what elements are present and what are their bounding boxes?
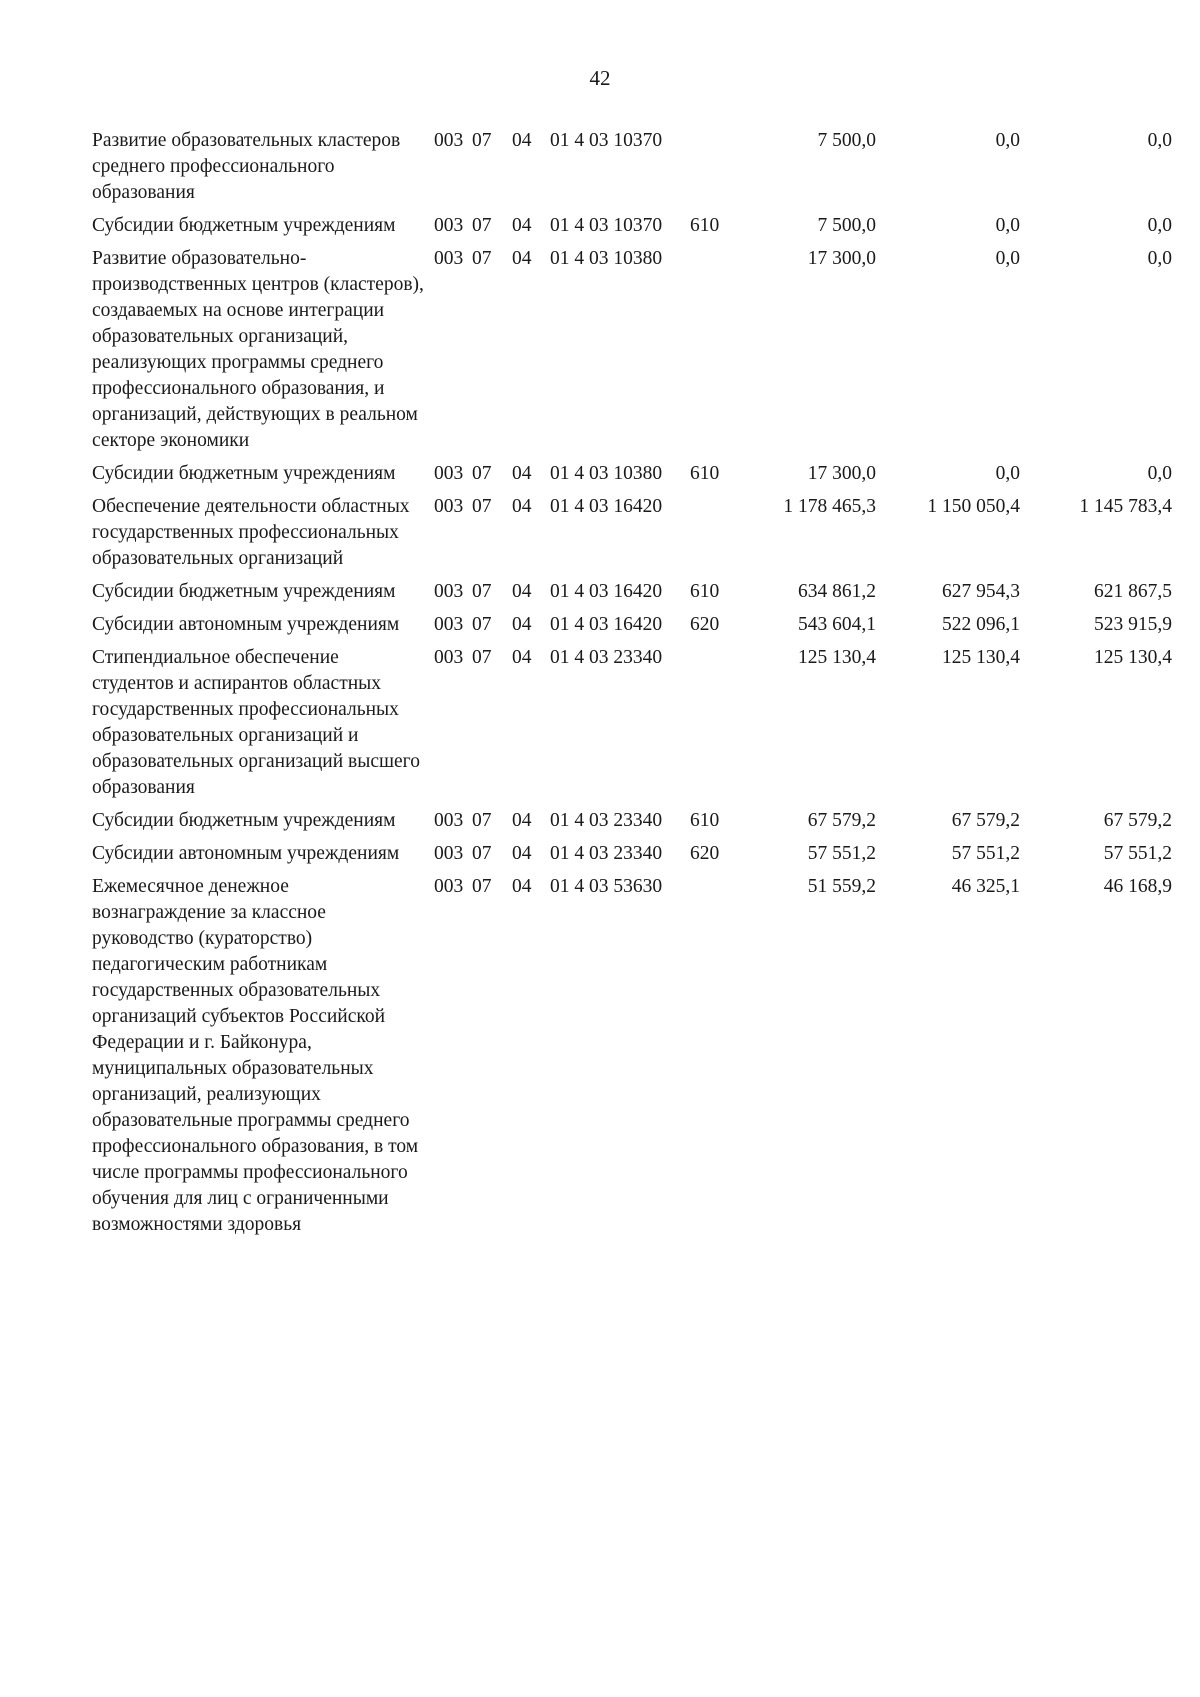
table-row (92, 841, 1172, 867)
department-code: 003 (434, 496, 464, 517)
amount-year-3: 523 915,9 (1094, 614, 1172, 635)
target-article-code: 01 4 03 23340 (550, 810, 663, 831)
amount-year-2: 0,0 (995, 215, 1020, 236)
amount-year-3: 1 145 783,4 (1079, 496, 1172, 517)
section-code: 07 (472, 215, 492, 236)
department-code: 003 (434, 810, 464, 831)
subsection-code: 04 (512, 130, 532, 151)
target-article-code: 01 4 03 10380 (550, 463, 663, 484)
expense-name: Развитие образовательных кластеров среднего профессионального образования (92, 130, 401, 203)
section-code: 07 (472, 876, 492, 897)
expense-type-code: 610 (690, 810, 720, 831)
amount-year-2: 57 551,2 (951, 843, 1020, 864)
amount-year-1: 543 604,1 (798, 614, 876, 635)
amount-year-3: 57 551,2 (1103, 843, 1172, 864)
amount-year-2: 125 130,4 (942, 647, 1020, 668)
expense-name: Субсидии автономным учреждениям (92, 614, 400, 635)
expense-name: Субсидии бюджетным учреждениям (92, 810, 396, 831)
target-article-code: 01 4 03 10370 (550, 130, 663, 151)
amount-year-3: 0,0 (1147, 248, 1172, 269)
amount-year-1: 1 178 465,3 (783, 496, 876, 517)
amount-year-2: 0,0 (995, 463, 1020, 484)
subsection-code: 04 (512, 463, 532, 484)
subsection-code: 04 (512, 614, 532, 635)
expense-name: Ежемесячное денежное вознаграждение за классное руководство (кураторство) педагогическим работникам государственных образовательных организаций субъектов Российской Федерации и г. Байконура, муниципальных образовательных организаций, реализующих образовательные программы среднего профессионального образования, в том числе программы профессионального обучения для лиц с ограниченными возможностями здоровья (92, 876, 419, 1235)
department-code: 003 (434, 647, 464, 668)
expense-name: Стипендиальное обеспечение студентов и аспирантов областных государственных профессиональных образовательных организаций и образовательных организаций высшего образования (92, 647, 420, 798)
department-code: 003 (434, 248, 464, 269)
section-code: 07 (472, 843, 492, 864)
target-article-code: 01 4 03 16420 (550, 496, 663, 517)
table-row (92, 645, 1172, 801)
table-row (92, 612, 1172, 638)
expense-name: Субсидии бюджетным учреждениям (92, 463, 396, 484)
page-number: 42 (589, 66, 611, 90)
target-article-code: 01 4 03 23340 (550, 647, 663, 668)
amount-year-1: 57 551,2 (807, 843, 876, 864)
budget-table (92, 128, 1172, 1245)
table-row (92, 246, 1172, 454)
section-code: 07 (472, 496, 492, 517)
expense-type-code: 620 (690, 843, 720, 864)
expense-type-code: 620 (690, 614, 720, 635)
target-article-code: 01 4 03 16420 (550, 581, 663, 602)
table-row (92, 128, 1172, 206)
amount-year-3: 67 579,2 (1103, 810, 1172, 831)
expense-type-code: 610 (690, 463, 720, 484)
target-article-code: 01 4 03 16420 (550, 614, 663, 635)
subsection-code: 04 (512, 647, 532, 668)
amount-year-1: 17 300,0 (807, 463, 876, 484)
amount-year-2: 522 096,1 (942, 614, 1020, 635)
table-row (92, 808, 1172, 834)
amount-year-1: 125 130,4 (798, 647, 876, 668)
subsection-code: 04 (512, 876, 532, 897)
section-code: 07 (472, 463, 492, 484)
target-article-code: 01 4 03 10380 (550, 248, 663, 269)
expense-type-code (686, 874, 738, 1238)
amount-year-3: 46 168,9 (1103, 876, 1172, 897)
amount-year-2: 1 150 050,4 (927, 496, 1020, 517)
expense-name: Развитие образовательно-производственных центров (кластеров), создаваемых на основе интеграции образовательных организаций, реализующих программы среднего профессионального образования, и организаций, действующих в реальном секторе экономики (92, 248, 424, 451)
subsection-code: 04 (512, 581, 532, 602)
department-code: 003 (434, 876, 464, 897)
expense-type-code (686, 246, 738, 454)
section-code: 07 (472, 581, 492, 602)
department-code: 003 (434, 614, 464, 635)
amount-year-1: 17 300,0 (807, 248, 876, 269)
amount-year-1: 634 861,2 (798, 581, 876, 602)
expense-name: Субсидии бюджетным учреждениям (92, 215, 396, 236)
expense-name: Обеспечение деятельности областных государственных профессиональных образовательных организаций (92, 496, 410, 569)
amount-year-3: 125 130,4 (1094, 647, 1172, 668)
department-code: 003 (434, 581, 464, 602)
subsection-code: 04 (512, 248, 532, 269)
target-article-code: 01 4 03 23340 (550, 843, 663, 864)
table-row (92, 579, 1172, 605)
amount-year-1: 7 500,0 (817, 130, 876, 151)
amount-year-2: 46 325,1 (951, 876, 1020, 897)
amount-year-3: 0,0 (1147, 130, 1172, 151)
subsection-code: 04 (512, 496, 532, 517)
expense-type-code: 610 (690, 215, 720, 236)
department-code: 003 (434, 130, 464, 151)
section-code: 07 (472, 810, 492, 831)
target-article-code: 01 4 03 53630 (550, 876, 663, 897)
amount-year-3: 621 867,5 (1094, 581, 1172, 602)
amount-year-3: 0,0 (1147, 215, 1172, 236)
department-code: 003 (434, 843, 464, 864)
section-code: 07 (472, 130, 492, 151)
department-code: 003 (434, 463, 464, 484)
expense-type-code (686, 128, 738, 206)
subsection-code: 04 (512, 843, 532, 864)
expense-type-code (686, 494, 738, 572)
table-row (92, 874, 1172, 1238)
department-code: 003 (434, 215, 464, 236)
amount-year-1: 51 559,2 (807, 876, 876, 897)
subsection-code: 04 (512, 215, 532, 236)
amount-year-3: 0,0 (1147, 463, 1172, 484)
amount-year-2: 0,0 (995, 248, 1020, 269)
expense-type-code (686, 645, 738, 801)
amount-year-1: 67 579,2 (807, 810, 876, 831)
amount-year-2: 67 579,2 (951, 810, 1020, 831)
amount-year-2: 0,0 (995, 130, 1020, 151)
expense-name: Субсидии автономным учреждениям (92, 843, 400, 864)
table-row (92, 213, 1172, 239)
table-row (92, 494, 1172, 572)
section-code: 07 (472, 248, 492, 269)
amount-year-2: 627 954,3 (942, 581, 1020, 602)
table-row (92, 461, 1172, 487)
subsection-code: 04 (512, 810, 532, 831)
amount-year-1: 7 500,0 (817, 215, 876, 236)
expense-type-code: 610 (690, 581, 720, 602)
section-code: 07 (472, 647, 492, 668)
section-code: 07 (472, 614, 492, 635)
target-article-code: 01 4 03 10370 (550, 215, 663, 236)
expense-name: Субсидии бюджетным учреждениям (92, 581, 396, 602)
